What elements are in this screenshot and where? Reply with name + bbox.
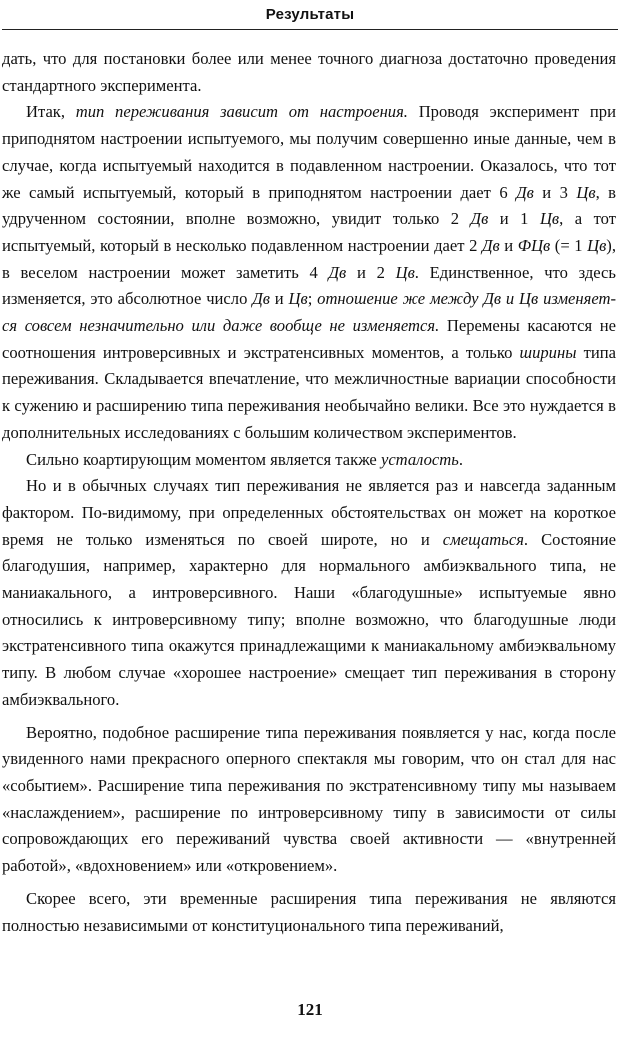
- text-run: и 3: [533, 182, 577, 202]
- text-run: ), в веселом настроении может заметить 4: [2, 235, 616, 282]
- italic-text: Цв: [395, 262, 415, 282]
- text-run: типа переживания. Складывается впечатление, что межличностные вариации способности к сужению и расширению типа переживания необычайно велики. Все это нуждается в дополнительных исследованиях с большим количеством экспериментов.: [2, 342, 616, 442]
- header-rule: [2, 29, 618, 30]
- text-run: Сильно коартирующим моментом является также: [26, 449, 381, 469]
- text-run: и 1: [488, 209, 540, 229]
- text-run: Но и в обычных случаях тип переживания не является раз и навсегда заданным фактором. По-видимому, при определенных обстоятельствах он может на короткое время не только изменяться по своей широте, но и: [2, 476, 616, 549]
- italic-text: Дв: [516, 182, 534, 202]
- paragraph: [2, 447, 616, 474]
- paragraph: [2, 99, 616, 446]
- text-run: .: [458, 449, 463, 469]
- paragraph: [2, 46, 616, 99]
- italic-text: ФЦв: [517, 235, 551, 255]
- italic-text: Цв: [288, 289, 308, 309]
- italic-text: Дв: [470, 209, 489, 229]
- body-text: [2, 46, 616, 939]
- paragraph: [2, 720, 616, 880]
- italic-text: Цв: [587, 235, 607, 255]
- italic-text: смещаться: [442, 529, 524, 549]
- page-number: 121: [297, 1000, 323, 1019]
- text-run: и: [269, 289, 289, 309]
- italic-text: тип переживания зависит от настроения.: [75, 102, 408, 122]
- text-run: . Состояние благодушия, например, характерно для нормального амбиэквального типа, не маниакального, а интроверсивного. Наши «благодушные» испытуемые явно относились к интроверсивному типу; вполне возможно, что благодушные люди экстратенсивного типа окажутся принадлежащими к маниакальному амбиэквальному типу. В любом случае «хорошее настроение» смещает тип переживания в сторону амбиэквального.: [2, 529, 616, 709]
- italic-text: Дв: [252, 289, 270, 309]
- italic-text: Дв: [328, 262, 347, 282]
- text-run: Скорее всего, эти временные расширения типа переживания не являются полностью независимыми от конституционального типа переживаний,: [2, 888, 616, 935]
- italic-text: ширины: [519, 342, 577, 362]
- text-run: , в удрученном состоянии, вполне возможно, увидит только 2: [2, 182, 616, 229]
- text-run: ;: [307, 289, 318, 309]
- text-run: . Единственное, что здесь изменяется, это абсолютное число: [2, 262, 616, 309]
- text-run: Проводя эксперимент при приподнятом настроении испытуемого, мы получим совершенно иные данные, чем в случае, когда испытуемый находится в подавленном настроении. Оказалось, что тот же самый испытуемый, который в приподнятом настроении дает 6: [2, 102, 616, 202]
- text-run: дать, что для постановки более или менее точного диагноза достаточно проведения стандартного эксперимента.: [2, 49, 616, 95]
- text-run: (= 1: [550, 235, 588, 255]
- paragraph: [2, 473, 616, 713]
- italic-text: Цв: [539, 209, 560, 229]
- text-run: Перемены касаются не соотношения интроверсивных и экстратенсивных моментов, а только: [2, 316, 616, 362]
- italic-text: усталость: [380, 449, 459, 469]
- text-run: Вероятно, подобное расширение типа переживания появляется у нас, когда после увиденного нами прекрасного оперного спектакля мы говорим, что он стал для нас «событием». Расширение типа переживания по экстратенсивному типу мы называем «наслаждением», расширение по интроверсивному типу в зависимости от силы сопровождающих его переживаний чувства своей активности — «внутренней работой», «вдохновением» или «откровением».: [2, 722, 616, 876]
- italic-text: Цв: [576, 182, 596, 202]
- text-run: и 2: [346, 262, 396, 282]
- italic-text: отношение же между Дв и Цв изменяется совсем незначительно или даже вообще не изменяется.: [2, 289, 616, 336]
- italic-text: Дв: [481, 235, 500, 255]
- paragraph: [2, 886, 616, 939]
- text-run: и: [499, 235, 518, 255]
- text-run: , а тот испытуемый, который в несколько подавленном настроении дает 2: [2, 209, 616, 255]
- text-run: Итак,: [26, 102, 76, 122]
- running-header: Результаты: [265, 6, 355, 23]
